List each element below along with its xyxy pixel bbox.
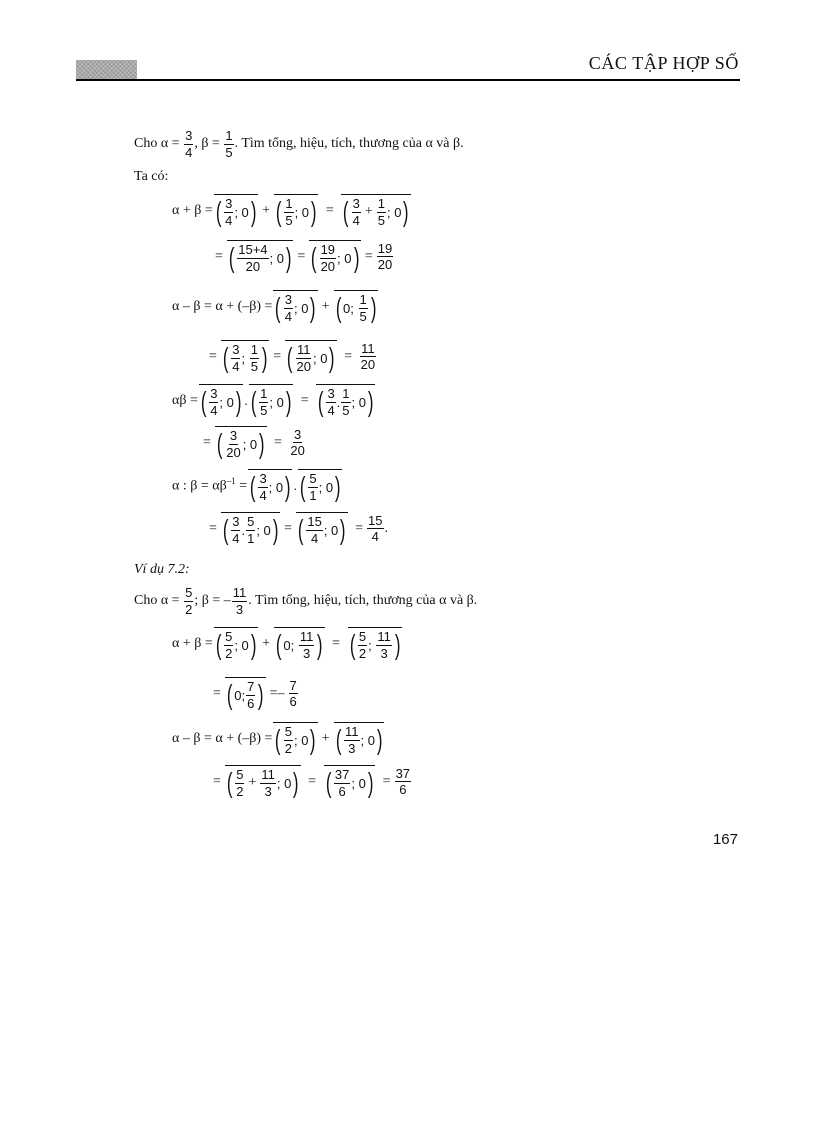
alpha-fraction-2: $\frac{5}{2}$ <box>185 585 193 617</box>
problem-statement-1 <box>134 129 464 159</box>
beta-fraction: $\frac{1}{5}$ <box>225 128 233 160</box>
eq-diff-line-2: = ( 3 4 ; 1 5 ) = ( 11 20 ; 0 ) = $\frac{11}{20}$ <box>209 340 376 374</box>
eq-sum-line-2: = ( 15+4 20 ; 0 ) = ( 19 20 ; 0 ) = $\frac{19}{20}$ <box>215 240 393 274</box>
alpha-eq: α = <box>160 136 180 152</box>
eq-sum-line-1: α + β = ( 3 4 ; 0 ) + ( 1 5 ; 0 ) = ( 3 4 + $\frac{1}{5}$ ; 0 ) <box>172 196 409 228</box>
cho-label: Cho <box>134 136 158 152</box>
chapter-title: CÁC TẬP HỢP SỐ <box>588 53 739 73</box>
example-label: Ví dụ 7.2: <box>134 562 190 577</box>
problem-statement-2: Cho α = $\frac{5}{2}$ ; β = – 11 3 . Tìm tổng, hiệu, tích, thương của α và β. <box>134 585 478 617</box>
eq-product-line-1: αβ = ( 3 4 ; 0 ) . ( 1 5 ; 0 ) = ( 3 4 . 1 5 ; 0 ) <box>172 386 374 418</box>
eq-quotient-line-1: α : $\beta = \alpha\beta^{-1}$ = ( 3 4 ; 0 ) . ( 5 1 ; 0 ) <box>172 471 341 503</box>
header-rule <box>76 79 740 81</box>
eq2-diff-line-1: α – β = α + (–β) = ( 5 2 ; 0 ) + ( 11 3 ; 0 ) <box>172 724 383 756</box>
eq-diff-line-1: α – β = α + (–β) = ( 3 4 ; 0 ) + ( 0; 1 5 ) <box>172 292 377 324</box>
beta-fraction-2: 11 3 <box>232 585 247 617</box>
header-decoration <box>76 60 137 80</box>
eq2-sum-line-2: = ( 0; 7 6 ) =– 7 6 <box>213 677 297 711</box>
task-text: . Tìm tổng, hiệu, tích, thương của α và β. <box>234 136 464 152</box>
eq-product-line-2: = ( 3 20 ; 0 ) = $\frac{3}{20}$ <box>203 426 305 460</box>
ta-co-label: Ta có: <box>134 169 169 184</box>
page-number: 167 <box>712 831 738 848</box>
eq-quotient-line-2: = ( 3 4 . 5 1 ; 0 ) = ( 15 4 ; 0 ) = $\frac{15}{4}$ . <box>209 512 388 546</box>
alpha-fraction: $\frac{3}{4}$ <box>185 128 193 160</box>
eq2-sum-line-1: α + β = ( 5 2 ; 0 ) + ( 0; 11 3 ) = ( 5 2 ; 11 3 ) <box>172 629 401 661</box>
eq2-diff-line-2: = ( 5 2 + $\frac{11}{3}$ ; 0 ) = ( 37 6 ; 0 ) = $\frac{37}{6}$ <box>213 765 411 799</box>
beta-eq: , β = <box>194 136 220 152</box>
